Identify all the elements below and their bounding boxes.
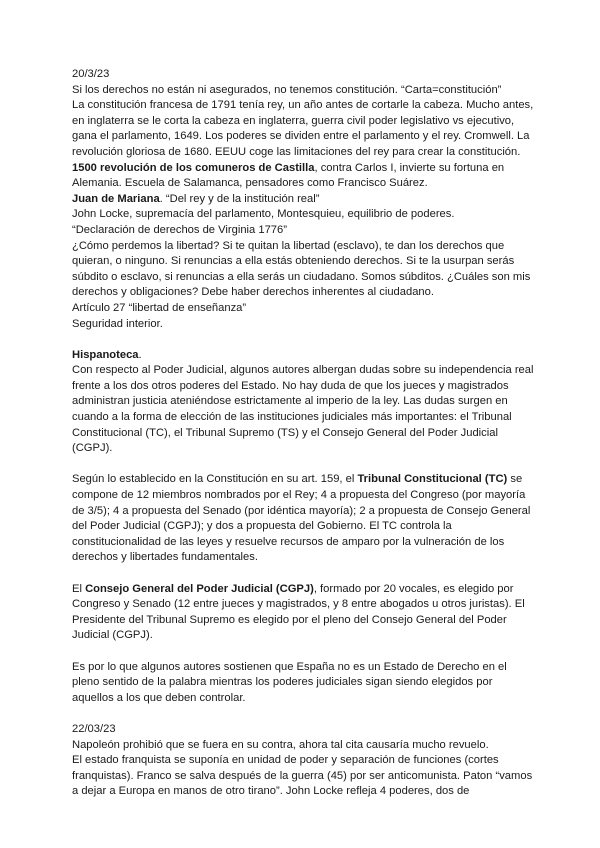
paragraph: Es por lo que algunos autores sostienen que España no es un Estado de Derecho en el pleno sentido de la palabra mientras los poderes judiciales sigan siendo elegidos por aquellos a los que deben controlar. xyxy=(72,660,507,704)
paragraph: El estado franquista se suponía en unidad de poder y separación de funciones (cortes franquistas). Franco se salva después de la guerra (45) por ser anticomunista. Paton “vamos a dejar a Europa en manos de otro tirano”. John Locke refleja 4 poderes, dos de xyxy=(72,754,533,798)
paragraph: John Locke, supremacía del parlamento, Montesquieu, equilibrio de poderes. xyxy=(72,208,455,221)
paragraph: 1500 revolución de los comuneros de Castilla, contra Carlos I, invierte su fortuna en Alemania. Escuela de Salamanca, pensadores como Francisco Suárez. xyxy=(72,161,505,190)
paragraph: Seguridad interior. xyxy=(72,317,163,330)
paragraph: Artículo 27 “libertad de enseñanza” xyxy=(72,301,247,314)
paragraph: Según lo establecido en la Constitución en su art. 159, el Tribunal Constitucional (TC) se compone de 12 miembros nombrados por el Rey; 4 a propuesta del Congreso (por mayoría de 3/5); 4 a propuesta del Senado (por idéntica mayoría); 2 a propuesta de Consejo General del Poder Judicial (CGPJ); y dos a propuesta del Gobierno. El TC controla la constitucionalidad de las leyes y resuelve recursos de amparo por la vulneración de los derechos y libertades fundamentales. xyxy=(72,473,531,564)
paragraph: El Consejo General del Poder Judicial (CGPJ), formado por 20 vocales, es elegido por Congreso y Senado (12 entre jueces y magistrados, y 8 entre abogados u otros juristas). El Presidente del Tribunal Supremo es elegido por el pleno del Consejo General del Poder Judicial (CGPJ). xyxy=(72,582,525,642)
paragraph: Si los derechos no están ni asegurados, no tenemos constitución. “Carta=constitución” xyxy=(72,83,502,96)
bold-term: 1500 revolución de los comuneros de Castilla xyxy=(72,161,315,174)
paragraph: Napoleón prohibió que se fuera en su contra, ahora tal cita causaría mucho revuelo. xyxy=(72,738,489,751)
paragraph: ¿Cómo perdemos la libertad? Si te quitan la libertad (esclavo), te dan los derechos que quieran, o ninguno. Si renuncias a ella estás obteniendo derechos. Si te la usurpan serás súbdito o esclavo, si renuncias a ella serás un ciudadano. Somos súbditos. ¿Cuáles son mis derechos y obligaciones? Debe haber derechos inherentes al ciudadano. xyxy=(72,239,531,299)
bold-term: Juan de Mariana xyxy=(72,192,160,205)
paragraph: “Declaración de derechos de Virginia 1776” xyxy=(72,223,287,236)
paragraph: Juan de Mariana. “Del rey y de la institución real” xyxy=(72,192,320,205)
paragraph: La constitución francesa de 1791 tenía rey, un año antes de cortarle la cabeza. Mucho antes, en inglaterra se le corta la cabeza en inglaterra, guerra civil poder legislativo vs ejecutivo, gana el parlamento, 1649. Los poderes se dividen entre el parlamento y el rey. Cromwell. La revolución gloriosa de 1680. EEUU coge las limitaciones del rey para crear la constitución. xyxy=(72,99,534,158)
bold-term: Consejo General del Poder Judicial (CGPJ) xyxy=(85,582,314,595)
bold-term: Tribunal Constitucional (TC) xyxy=(357,473,508,486)
date-heading: 20/3/23 xyxy=(72,68,110,80)
document-page xyxy=(72,67,534,800)
date-heading: 22/03/23 xyxy=(72,722,116,735)
paragraph: Con respecto al Poder Judicial, algunos autores albergan dudas sobre su independencia real frente a los dos otros poderes del Estado. No hay duda de que los jueces y magistrados administran justicia ateniéndose estrictamente al imperio de la ley. Las dudas surgen en cuando a la forma de elección de las instituciones judiciales más importantes: el Tribunal Constitucional (TC), el Tribunal Supremo (TS) y el Consejo General del Poder Judicial (CGPJ). xyxy=(72,364,534,455)
section-heading: Hispanoteca. xyxy=(72,348,142,361)
